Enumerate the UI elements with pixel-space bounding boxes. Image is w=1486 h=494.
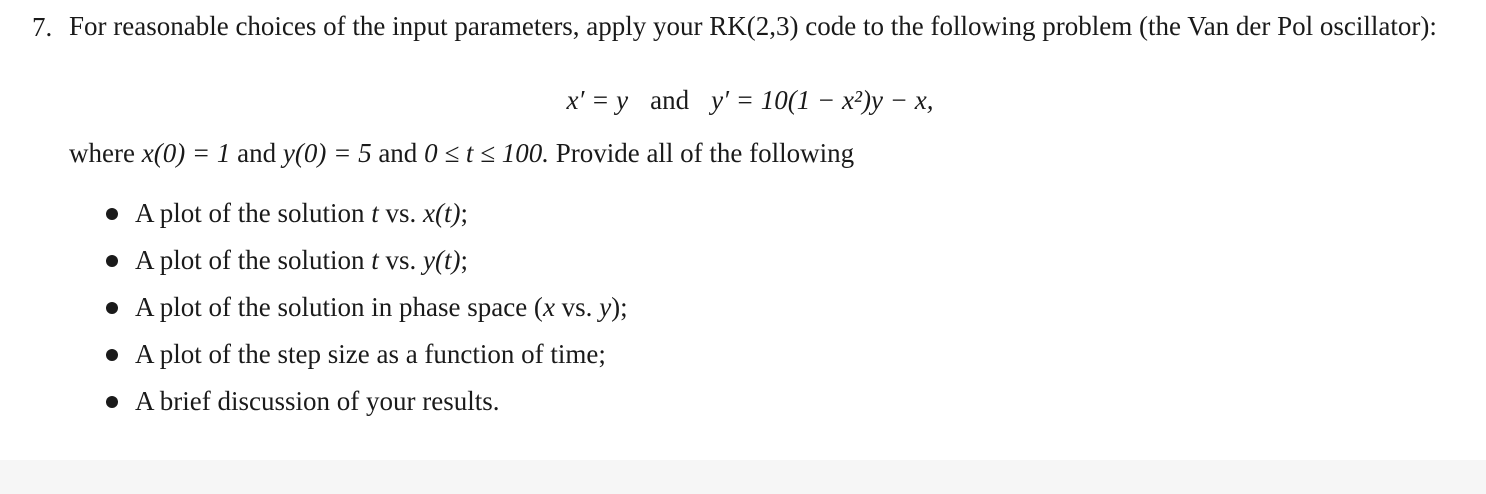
item-text: ); — [611, 292, 628, 322]
item-text: vs. — [561, 292, 593, 322]
item-text: A plot of the solution in phase space ( — [135, 292, 543, 322]
time-range: 0 ≤ t ≤ 100. — [424, 138, 549, 168]
conditions-and-1: and — [237, 138, 277, 168]
conditions-suffix: Provide all of the following — [555, 138, 855, 168]
conditions-line — [69, 135, 854, 171]
item-math: t — [371, 245, 379, 275]
problem-number: 7. — [32, 12, 53, 42]
deliverables-list — [104, 190, 628, 425]
conditions-prefix: where — [69, 138, 135, 168]
item-math: x — [542, 292, 555, 322]
equation-right: y′ = 10(1 − x²)y − x, — [711, 85, 934, 115]
initial-x: x(0) = 1 — [141, 138, 231, 168]
bullet-icon — [106, 255, 118, 267]
item-text: A plot of the solution — [135, 198, 365, 228]
list-item — [104, 190, 628, 237]
list-item — [104, 284, 628, 331]
item-text: A brief discussion of your results. — [135, 386, 500, 416]
initial-y: y(0) = 5 — [282, 138, 372, 168]
list-item — [104, 331, 628, 378]
item-text: A plot of the solution — [135, 245, 365, 275]
list-item — [104, 378, 628, 425]
bullet-icon — [106, 208, 118, 220]
equation-left: x′ = y — [566, 85, 629, 115]
conditions-and-2: and — [378, 138, 418, 168]
item-text: vs. — [385, 198, 417, 228]
item-text: vs. — [385, 245, 417, 275]
item-math: x(t) — [423, 198, 461, 228]
item-math: t — [371, 198, 379, 228]
equation-connector: and — [650, 85, 690, 115]
problem-intro: For reasonable choices of the input parameters, apply your RK(2,3) code to the following problem (the Van der Pol oscillator): — [69, 11, 1437, 41]
bullet-icon — [106, 396, 118, 408]
item-text: ; — [460, 198, 469, 228]
item-math: y — [599, 292, 612, 322]
list-item — [104, 237, 628, 284]
equation — [0, 82, 1486, 118]
item-text: ; — [460, 245, 469, 275]
bullet-icon — [106, 302, 118, 314]
item-math: y(t) — [423, 245, 461, 275]
item-text: A plot of the step size as a function of time; — [135, 339, 606, 369]
bullet-icon — [106, 349, 118, 361]
